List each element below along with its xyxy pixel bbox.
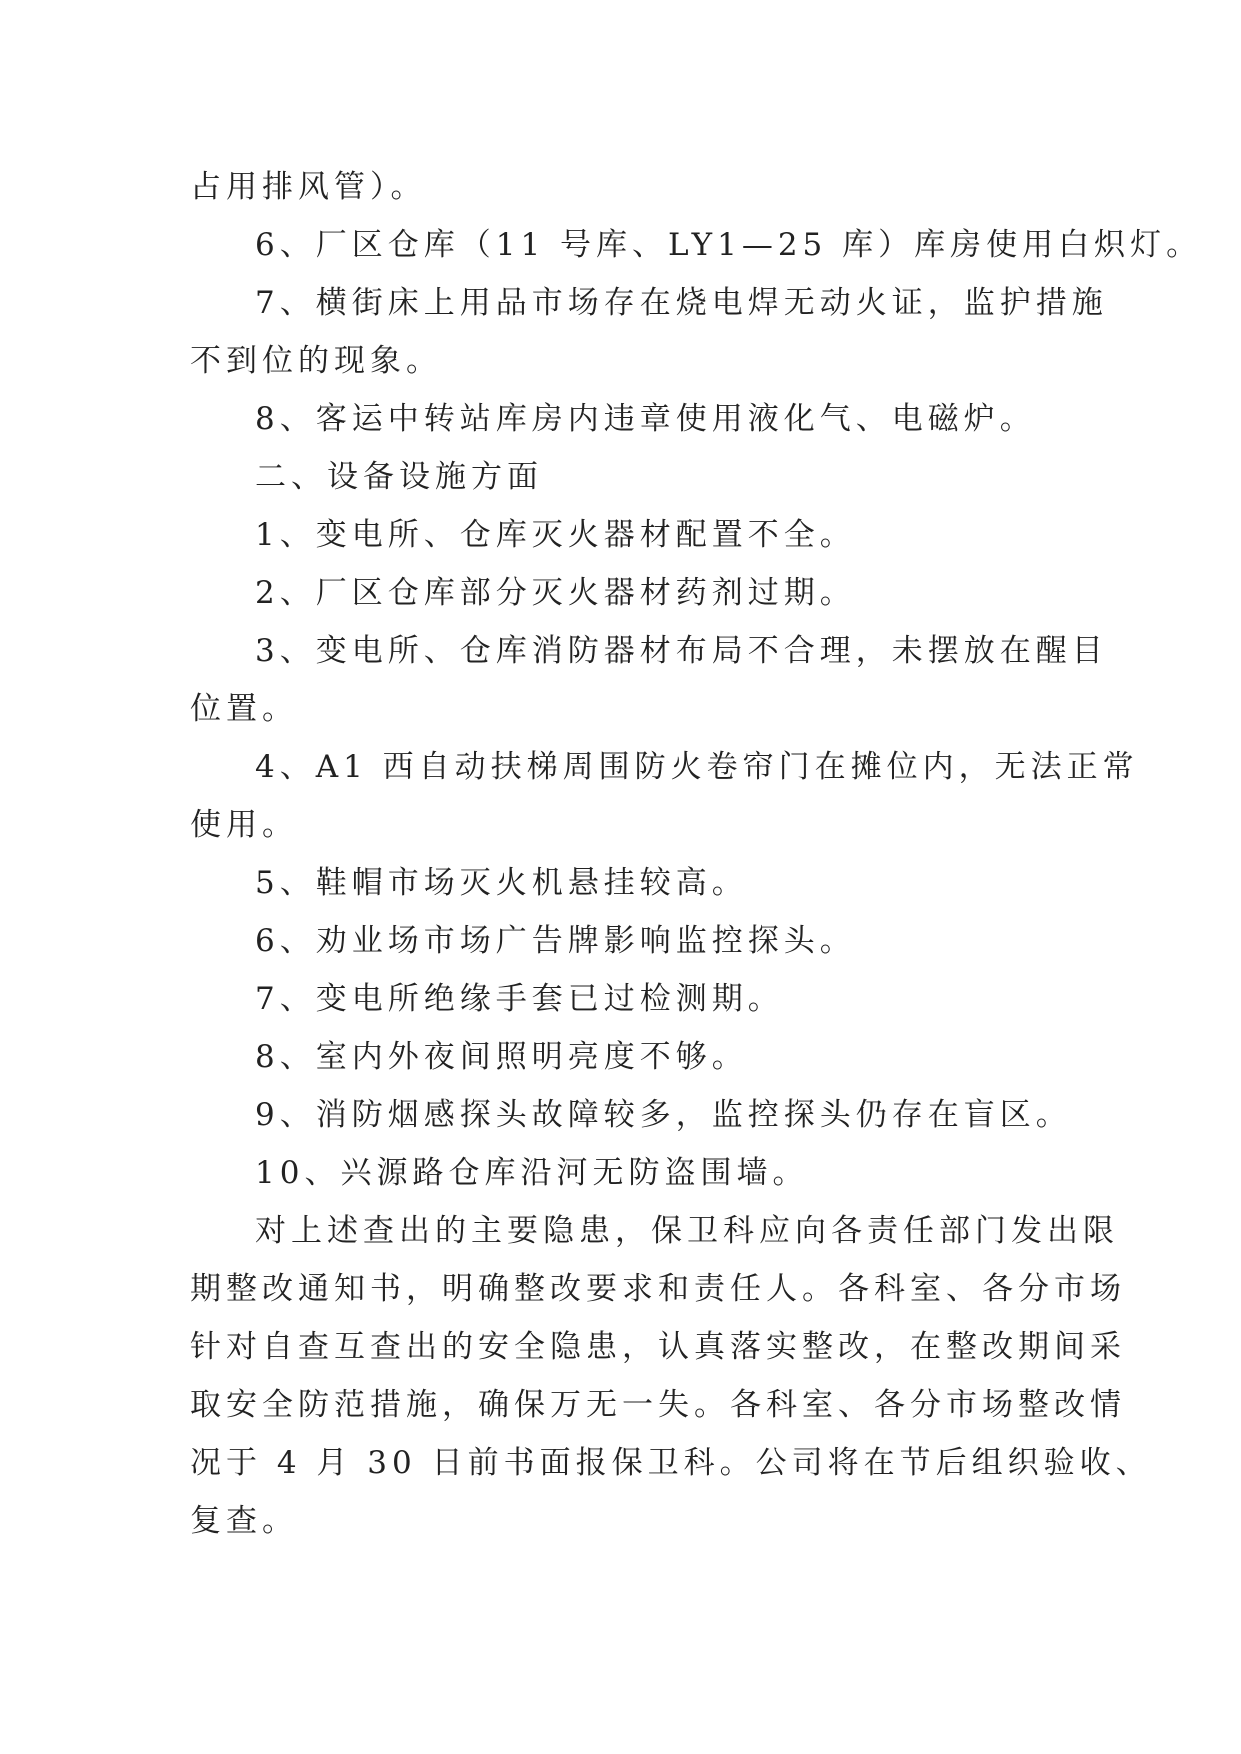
text-line: 况于 4 月 30 日前书面报保卫科。公司将在节后组织验收、	[190, 1445, 1152, 1481]
text-line: 4、A1 西自动扶梯周围防火卷帘门在摊位内，无法正常	[255, 749, 1139, 785]
text-line: 7、变电所绝缘手套已过检测期。	[255, 981, 784, 1017]
text-line: 7、横街床上用品市场存在烧电焊无动火证，监护措施	[255, 285, 1108, 321]
text-line: 8、客运中转站库房内违章使用液化气、电磁炉。	[255, 401, 1036, 437]
text-line: 期整改通知书，明确整改要求和责任人。各科室、各分市场	[190, 1271, 1126, 1307]
text-line: 占用排风管）。	[190, 169, 427, 205]
text-line: 3、变电所、仓库消防器材布局不合理，未摆放在醒目	[255, 633, 1108, 669]
text-line: 2、厂区仓库部分灭火器材药剂过期。	[255, 575, 856, 611]
text-line: 复查。	[190, 1503, 298, 1539]
text-line: 8、室内外夜间照明亮度不够。	[255, 1039, 748, 1075]
text-line: 6、厂区仓库（11 号库、LY1—25 库）库房使用白炽灯。	[255, 227, 1203, 263]
text-line: 针对自查互查出的安全隐患，认真落实整改，在整改期间采	[190, 1329, 1126, 1365]
text-line: 9、消防烟感探头故障较多，监控探头仍存在盲区。	[255, 1097, 1072, 1133]
text-line: 不到位的现象。	[190, 343, 442, 379]
text-line: 使用。	[190, 807, 298, 843]
text-line: 6、劝业场市场广告牌影响监控探头。	[255, 923, 856, 959]
section-heading: 二、设备设施方面	[255, 459, 543, 495]
document-page	[190, 158, 1203, 1550]
text-line: 取安全防范措施，确保万无一失。各科室、各分市场整改情	[190, 1387, 1126, 1423]
text-line: 位置。	[190, 691, 298, 727]
text-line: 1、变电所、仓库灭火器材配置不全。	[255, 517, 856, 553]
text-line: 10、兴源路仓库沿河无防盗围墙。	[255, 1155, 809, 1191]
text-line: 对上述查出的主要隐患，保卫科应向各责任部门发出限	[255, 1213, 1119, 1249]
text-line: 5、鞋帽市场灭火机悬挂较高。	[255, 865, 748, 901]
